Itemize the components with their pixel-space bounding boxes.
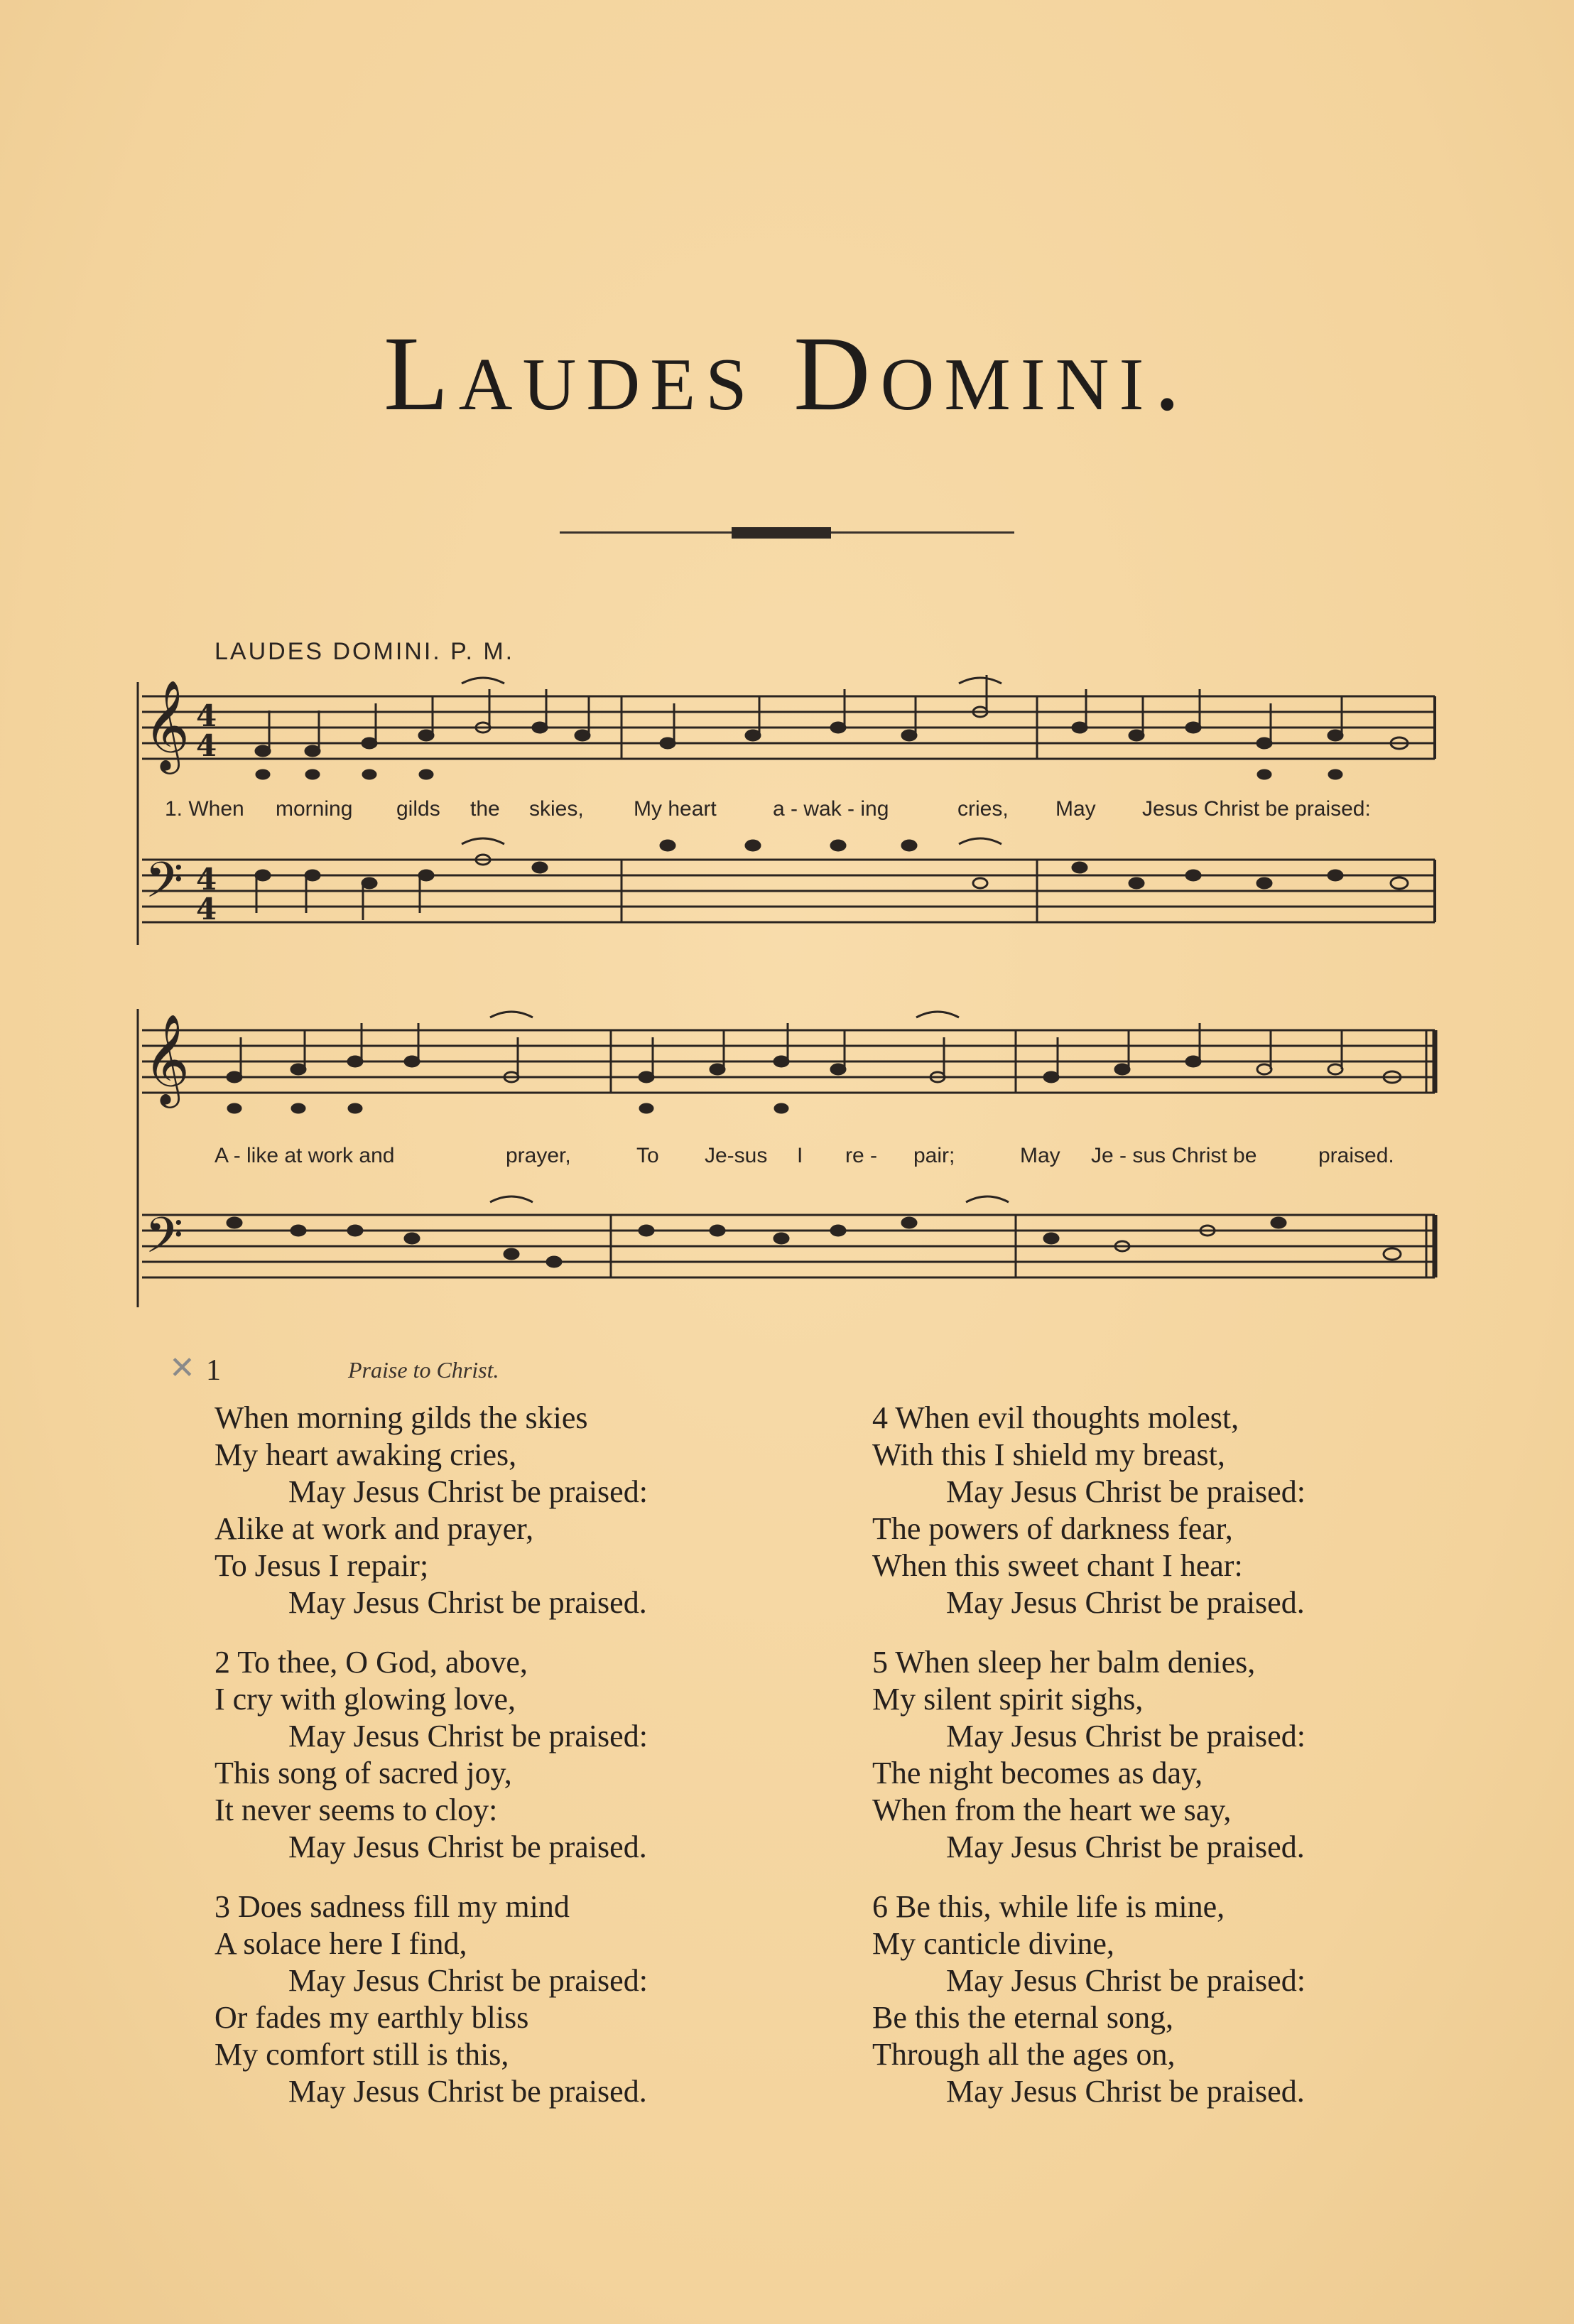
svg-text:4: 4 (196, 698, 217, 733)
stanza-line: May Jesus Christ be praised: (288, 1719, 648, 1753)
stanza-line: 5 When sleep her balm denies, (872, 1645, 1256, 1680)
lyric-word: Je-sus (705, 1144, 768, 1167)
stanza-line: A solace here I find, (215, 1926, 467, 1961)
lyric-word: the (470, 797, 500, 821)
stanza-line: My canticle divine, (872, 1926, 1114, 1961)
stanza-line: May Jesus Christ be praised. (288, 2074, 647, 2109)
stanza-line: 4 When evil thoughts molest, (872, 1400, 1239, 1435)
lyric-word: 1. When (165, 797, 244, 821)
stanza-line: With this I shield my breast, (872, 1437, 1225, 1472)
stanza-line: May Jesus Christ be praised: (946, 1963, 1306, 1998)
lyric-word: May (1020, 1144, 1060, 1167)
stanza-line: I cry with glowing love, (215, 1682, 516, 1717)
lyric-word: A - like at work and (215, 1144, 395, 1167)
svg-text:𝄢: 𝄢 (145, 851, 184, 921)
lyric-word: gilds (396, 797, 440, 821)
page-title: Laudes Domini. (384, 315, 1190, 433)
stanza-line: May Jesus Christ be praised: (946, 1474, 1306, 1509)
lyric-word: re - (845, 1144, 877, 1167)
stanza-line: When morning gilds the skies (215, 1400, 588, 1435)
lyric-word: a - wak - ing (773, 797, 889, 821)
stanza-line: The night becomes as day, (872, 1756, 1203, 1790)
lyric-word: Jesus Christ be praised: (1142, 797, 1371, 821)
hymn-subtitle: Praise to Christ. (348, 1357, 499, 1383)
svg-text:𝄞: 𝄞 (143, 1013, 190, 1104)
hymn-number: 1 (206, 1354, 221, 1387)
stanza-3 (215, 1888, 648, 2110)
stanza-line: When this sweet chant I hear: (872, 1548, 1243, 1583)
lyric-word: skies, (529, 797, 584, 821)
stanza-line: Be this the eternal song, (872, 2000, 1174, 2035)
stanza-line: May Jesus Christ be praised: (946, 1719, 1306, 1753)
stanza-line: May Jesus Christ be praised. (288, 1830, 647, 1864)
stanza-line: May Jesus Christ be praised: (288, 1474, 648, 1509)
lyric-word: praised. (1318, 1144, 1394, 1167)
stanza-line: 2 To thee, O God, above, (215, 1645, 528, 1680)
tune-name: LAUDES DOMINI. P. M. (215, 638, 515, 665)
lyric-word: pair; (913, 1144, 955, 1167)
stanza-line: 3 Does sadness fill my mind (215, 1889, 570, 1924)
stanza-line: My silent spirit sighs, (872, 1682, 1144, 1717)
stanza-line: May Jesus Christ be praised. (946, 2074, 1305, 2109)
lyric-word: Je - sus Christ be (1091, 1144, 1257, 1167)
lyric-word: morning (276, 797, 353, 821)
svg-text:4: 4 (196, 892, 217, 926)
stanza-line: When from the heart we say, (872, 1793, 1232, 1827)
stanza-6 (872, 1888, 1306, 2110)
margin-check-mark: ✕ (169, 1350, 195, 1386)
stanza-line: To Jesus I repair; (215, 1548, 429, 1583)
lyric-word: prayer, (506, 1144, 571, 1167)
stanza-line: May Jesus Christ be praised. (288, 1585, 647, 1620)
lyric-word: To (636, 1144, 659, 1167)
stanza-line: Or fades my earthly bliss (215, 2000, 529, 2035)
svg-text:𝄞: 𝄞 (143, 679, 190, 770)
title-rule-ornament (732, 527, 831, 539)
stanza-line: Through all the ages on, (872, 2037, 1176, 2072)
lyric-word: I (797, 1144, 803, 1167)
svg-text:4: 4 (196, 862, 217, 897)
stanza-line: 6 Be this, while life is mine, (872, 1889, 1225, 1924)
lyric-word: cries, (957, 797, 1009, 821)
stanza-line: May Jesus Christ be praised. (946, 1585, 1305, 1620)
stanza-line: May Jesus Christ be praised. (946, 1830, 1305, 1864)
stanza-line: Alike at work and prayer, (215, 1511, 534, 1546)
stanza-line: My comfort still is this, (215, 2037, 509, 2072)
stanza-line: The powers of darkness fear, (872, 1511, 1233, 1546)
svg-text:4: 4 (196, 728, 217, 763)
lyric-word: My heart (634, 797, 717, 821)
stanza-line: This song of sacred joy, (215, 1756, 512, 1790)
stanza-4 (872, 1400, 1306, 1621)
stanza-line: It never seems to cloy: (215, 1793, 498, 1827)
lyric-word: May (1055, 797, 1096, 821)
stanza-5 (872, 1644, 1306, 1866)
stanza-line: May Jesus Christ be praised: (288, 1963, 648, 1998)
stanza-2 (215, 1644, 648, 1866)
svg-text:𝄢: 𝄢 (145, 1206, 184, 1276)
stanza-1 (215, 1400, 648, 1621)
stanza-line: My heart awaking cries, (215, 1437, 517, 1472)
